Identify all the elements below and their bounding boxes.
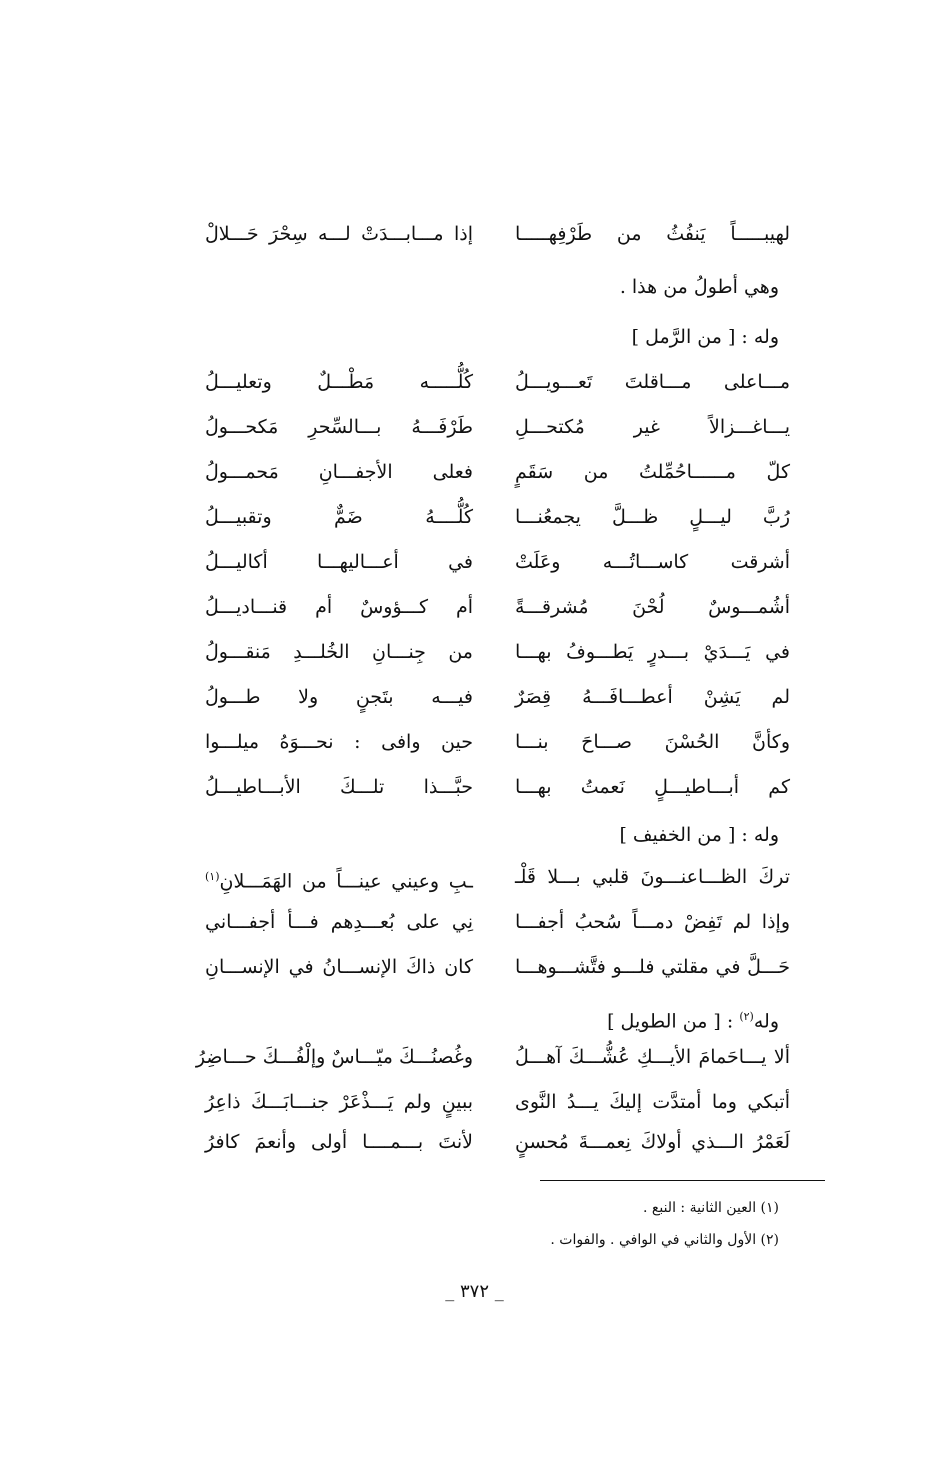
verse-first-hemistich: يـــاغـــزالاً غير مُكتحـــلِ bbox=[515, 416, 790, 438]
footnote-marker: (٢) bbox=[739, 1010, 754, 1023]
verse-second-hemistich: نِي على بُعـــدِهم فـــأ أجفـــاني bbox=[205, 911, 473, 933]
verse-row bbox=[205, 635, 790, 669]
verse-second-hemistich: كان ذاكَ الإنســـانُ في الإنســـانِ bbox=[205, 956, 473, 978]
verse-first-hemistich: ألا يـــاحَمامَ الأيـــكِ عُشُّـــكَ آهـــلُ bbox=[515, 1046, 790, 1068]
verse-second-hemistich: فعلى الأجفـــانِ مَحمـــولُ bbox=[205, 461, 473, 483]
footnote-marker: (١) bbox=[205, 870, 220, 883]
verse-second-hemistich: حبَّـــذا تلـــكَ الأبـــاطيـــلُ bbox=[205, 776, 473, 798]
verse-second-hemistich: إذا مـــابـــدَتْ لـــه سِحْرَ حَـــلالْ bbox=[205, 223, 473, 245]
verse-second-hemistich: طَرْفَـــهُ بـــالسِّحرِ مَكحـــولُ bbox=[205, 416, 473, 438]
verse-row bbox=[205, 770, 790, 804]
verse-first-hemistich: كم أبـــاطيـــلٍ نَعمتُ بهـــا bbox=[515, 776, 790, 798]
verse-row bbox=[205, 410, 790, 444]
verse-second-hemistich: ببينٍ ولم يَـــذْعَرْ جنـــابَـــكَ ذاعِرُ bbox=[205, 1091, 473, 1113]
verse-text: ـبِ وعيني عينـــاً من الهَمَـــلانِ bbox=[219, 870, 473, 893]
verse-first-hemistich: أتبكي وما أمتدَّت إليكَ يـــدُ النَّوى bbox=[515, 1091, 790, 1113]
verse-first-hemistich: كلّ مــــــاحُمِّلتُ من سَقَمٍ bbox=[515, 461, 790, 483]
verse-row bbox=[205, 1085, 790, 1119]
verse-first-hemistich: لم يَشِنْ أعطـــافَـــهُ قِصَرٌ bbox=[515, 686, 790, 708]
footnote-divider bbox=[540, 1180, 825, 1181]
verse-first-hemistich: تركَ الظـــاعنـــونَ قلبي بـــلا قَلْـ bbox=[515, 866, 790, 888]
verse-first-hemistich: مـــاعلى مـــاقلتَ تَعـــويـــلُ bbox=[515, 371, 790, 393]
section-heading bbox=[607, 1000, 779, 1038]
section-heading: وله : [ من الرَّمل ] bbox=[631, 326, 779, 348]
verse-first-hemistich: حَـــلَّ في مقلتي فلـــو فتَّشـــوهـــا bbox=[515, 956, 790, 978]
verse-row bbox=[195, 1040, 790, 1074]
verse-row bbox=[205, 455, 790, 489]
verse-row bbox=[205, 860, 790, 894]
verse-first-hemistich: أشرقت كاســـاتُـــه وعَلَتْ bbox=[515, 551, 790, 573]
verse-first-hemistich: في يَـــدَيْ بـــدرٍ يَطـــوفُ بهـــا bbox=[515, 641, 790, 663]
footnote: (٢) الأول والثاني في الوافي . والفوات . bbox=[550, 1232, 779, 1248]
verse-row bbox=[205, 680, 790, 714]
verse-first-hemistich: وكأنَّ الحُسْنَ صـــاحَ بنـــا bbox=[515, 731, 790, 753]
verse-row bbox=[205, 950, 790, 984]
verse-row bbox=[205, 590, 790, 624]
verse-first-hemistich: وإذا لم تَفِضْ دمـــاً سُحبُ أجفـــا bbox=[515, 911, 790, 933]
verse-first-hemistich: أشُمـــوسٌ لُحْنَ مُشرقـــةً bbox=[515, 596, 790, 618]
verse-row bbox=[205, 905, 790, 939]
verse-second-hemistich: حين وافى : نحـــوَهُ ميلـــوا bbox=[205, 731, 473, 753]
verse-row bbox=[205, 545, 790, 579]
heading-text: : [ من الطويل ] bbox=[607, 1010, 740, 1033]
verse-second-hemistich: كُلُّـــــه مَطْـــلٌ وتعليـــلُ bbox=[205, 371, 473, 393]
verse-second-hemistich bbox=[205, 860, 473, 898]
verse-second-hemistich: كُلُّــــهُ ضَمٌّ وتقبيـــلُ bbox=[205, 506, 473, 528]
editor-note: وهي أطولُ من هذا . bbox=[619, 276, 779, 298]
verse-first-hemistich: لهيبـــــاً يَنفُثُ من طَرْفِهـــــا bbox=[515, 223, 790, 245]
verse-second-hemistich: فيـــه بتَجنٍ ولا طـــولُ bbox=[205, 686, 473, 708]
verse-second-hemistich: لأنتَ بـــمــــا أولى وأنعمَ كافرُ bbox=[205, 1131, 473, 1153]
verse-row bbox=[205, 217, 790, 251]
verse-second-hemistich: في أعـــاليهـــا أكاليـــلُ bbox=[205, 551, 473, 573]
verse-second-hemistich: من جِنـــانِ الخُلـــدِ مَنقـــولُ bbox=[205, 641, 473, 663]
verse-second-hemistich: أم كـــؤوسٌ أم قنـــاديـــلُ bbox=[205, 596, 473, 618]
section-heading: وله : [ من الخفيف ] bbox=[619, 824, 779, 846]
heading-text: وله bbox=[753, 1010, 779, 1033]
page-number: _ ٣٧٢ _ bbox=[445, 1281, 504, 1302]
footnote: (١) العين الثانية : النبع . bbox=[643, 1200, 779, 1216]
verse-row bbox=[205, 725, 790, 759]
verse-second-hemistich: وغُصنُـــكَ ميّـــاسٌ وإلْفُـــكَ حـــاضِرُ bbox=[195, 1046, 473, 1068]
verse-row bbox=[205, 500, 790, 534]
verse-row bbox=[205, 1125, 790, 1159]
verse-first-hemistich: رُبَّ ليـــلٍ ظـــلَّ يجمعُنـــا bbox=[515, 506, 790, 528]
verse-first-hemistich: لَعَمْرُ الـــذي أولاكَ نِعمـــةَ مُحسنٍ bbox=[515, 1131, 790, 1153]
verse-row bbox=[205, 365, 790, 399]
